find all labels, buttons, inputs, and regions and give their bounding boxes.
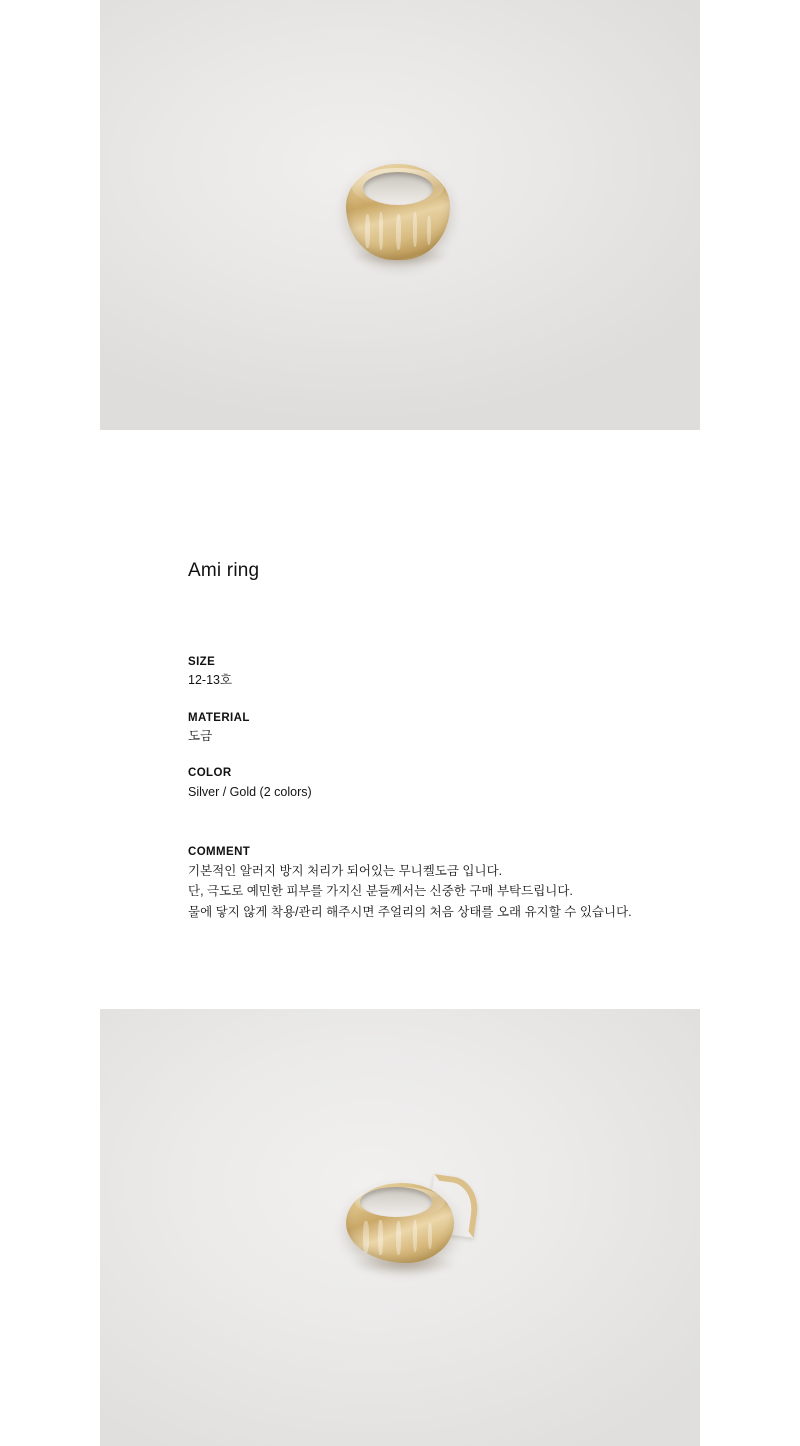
ring-illustration-front <box>336 150 464 280</box>
ring-illustration-side <box>334 1171 494 1291</box>
spec-value: 도금 <box>188 728 213 743</box>
ring-texture-stripe <box>365 214 370 249</box>
spec-size <box>188 654 708 691</box>
product-image-top <box>100 0 700 430</box>
comment-label: COMMENT <box>188 845 251 858</box>
ring-texture-stripe <box>427 216 431 245</box>
spec-value: 12-13호 <box>188 673 233 688</box>
ring-texture-stripe <box>413 1220 417 1252</box>
ring-texture-stripe <box>396 1221 401 1255</box>
ring-texture-stripe <box>413 212 417 247</box>
ring-texture-stripe <box>363 1221 368 1253</box>
ring-texture-stripe <box>396 214 401 250</box>
spec-label: MATERIAL <box>188 711 250 724</box>
ring-texture-stripe <box>428 1223 432 1249</box>
product-title: Ami ring <box>188 560 260 581</box>
ring-texture-stripe <box>378 1220 382 1255</box>
ring-inner-opening <box>360 1187 432 1217</box>
comment-line: 기본적인 알러지 방지 처리가 되어있는 무니켈도금 입니다. <box>188 864 503 879</box>
spec-label: COLOR <box>188 767 232 780</box>
ring-texture-stripe <box>379 212 383 250</box>
comment-line: 물에 닿지 않게 착용/관리 해주시면 주얼리의 처음 상태를 오래 유지할 수 있습니다. <box>188 904 632 919</box>
spec-color <box>188 765 708 802</box>
spec-list <box>188 654 708 922</box>
comment-line: 단, 극도로 예민한 피부를 가지신 분들께서는 신중한 구매 부탁드립니다. <box>188 884 573 899</box>
spec-comment <box>188 844 708 922</box>
spec-label: SIZE <box>188 656 216 668</box>
spec-value: Silver / Gold (2 colors) <box>188 784 312 799</box>
spec-material <box>188 710 708 747</box>
product-info <box>188 560 708 922</box>
ring-inner-opening <box>363 172 433 205</box>
product-image-bottom <box>100 1009 700 1446</box>
